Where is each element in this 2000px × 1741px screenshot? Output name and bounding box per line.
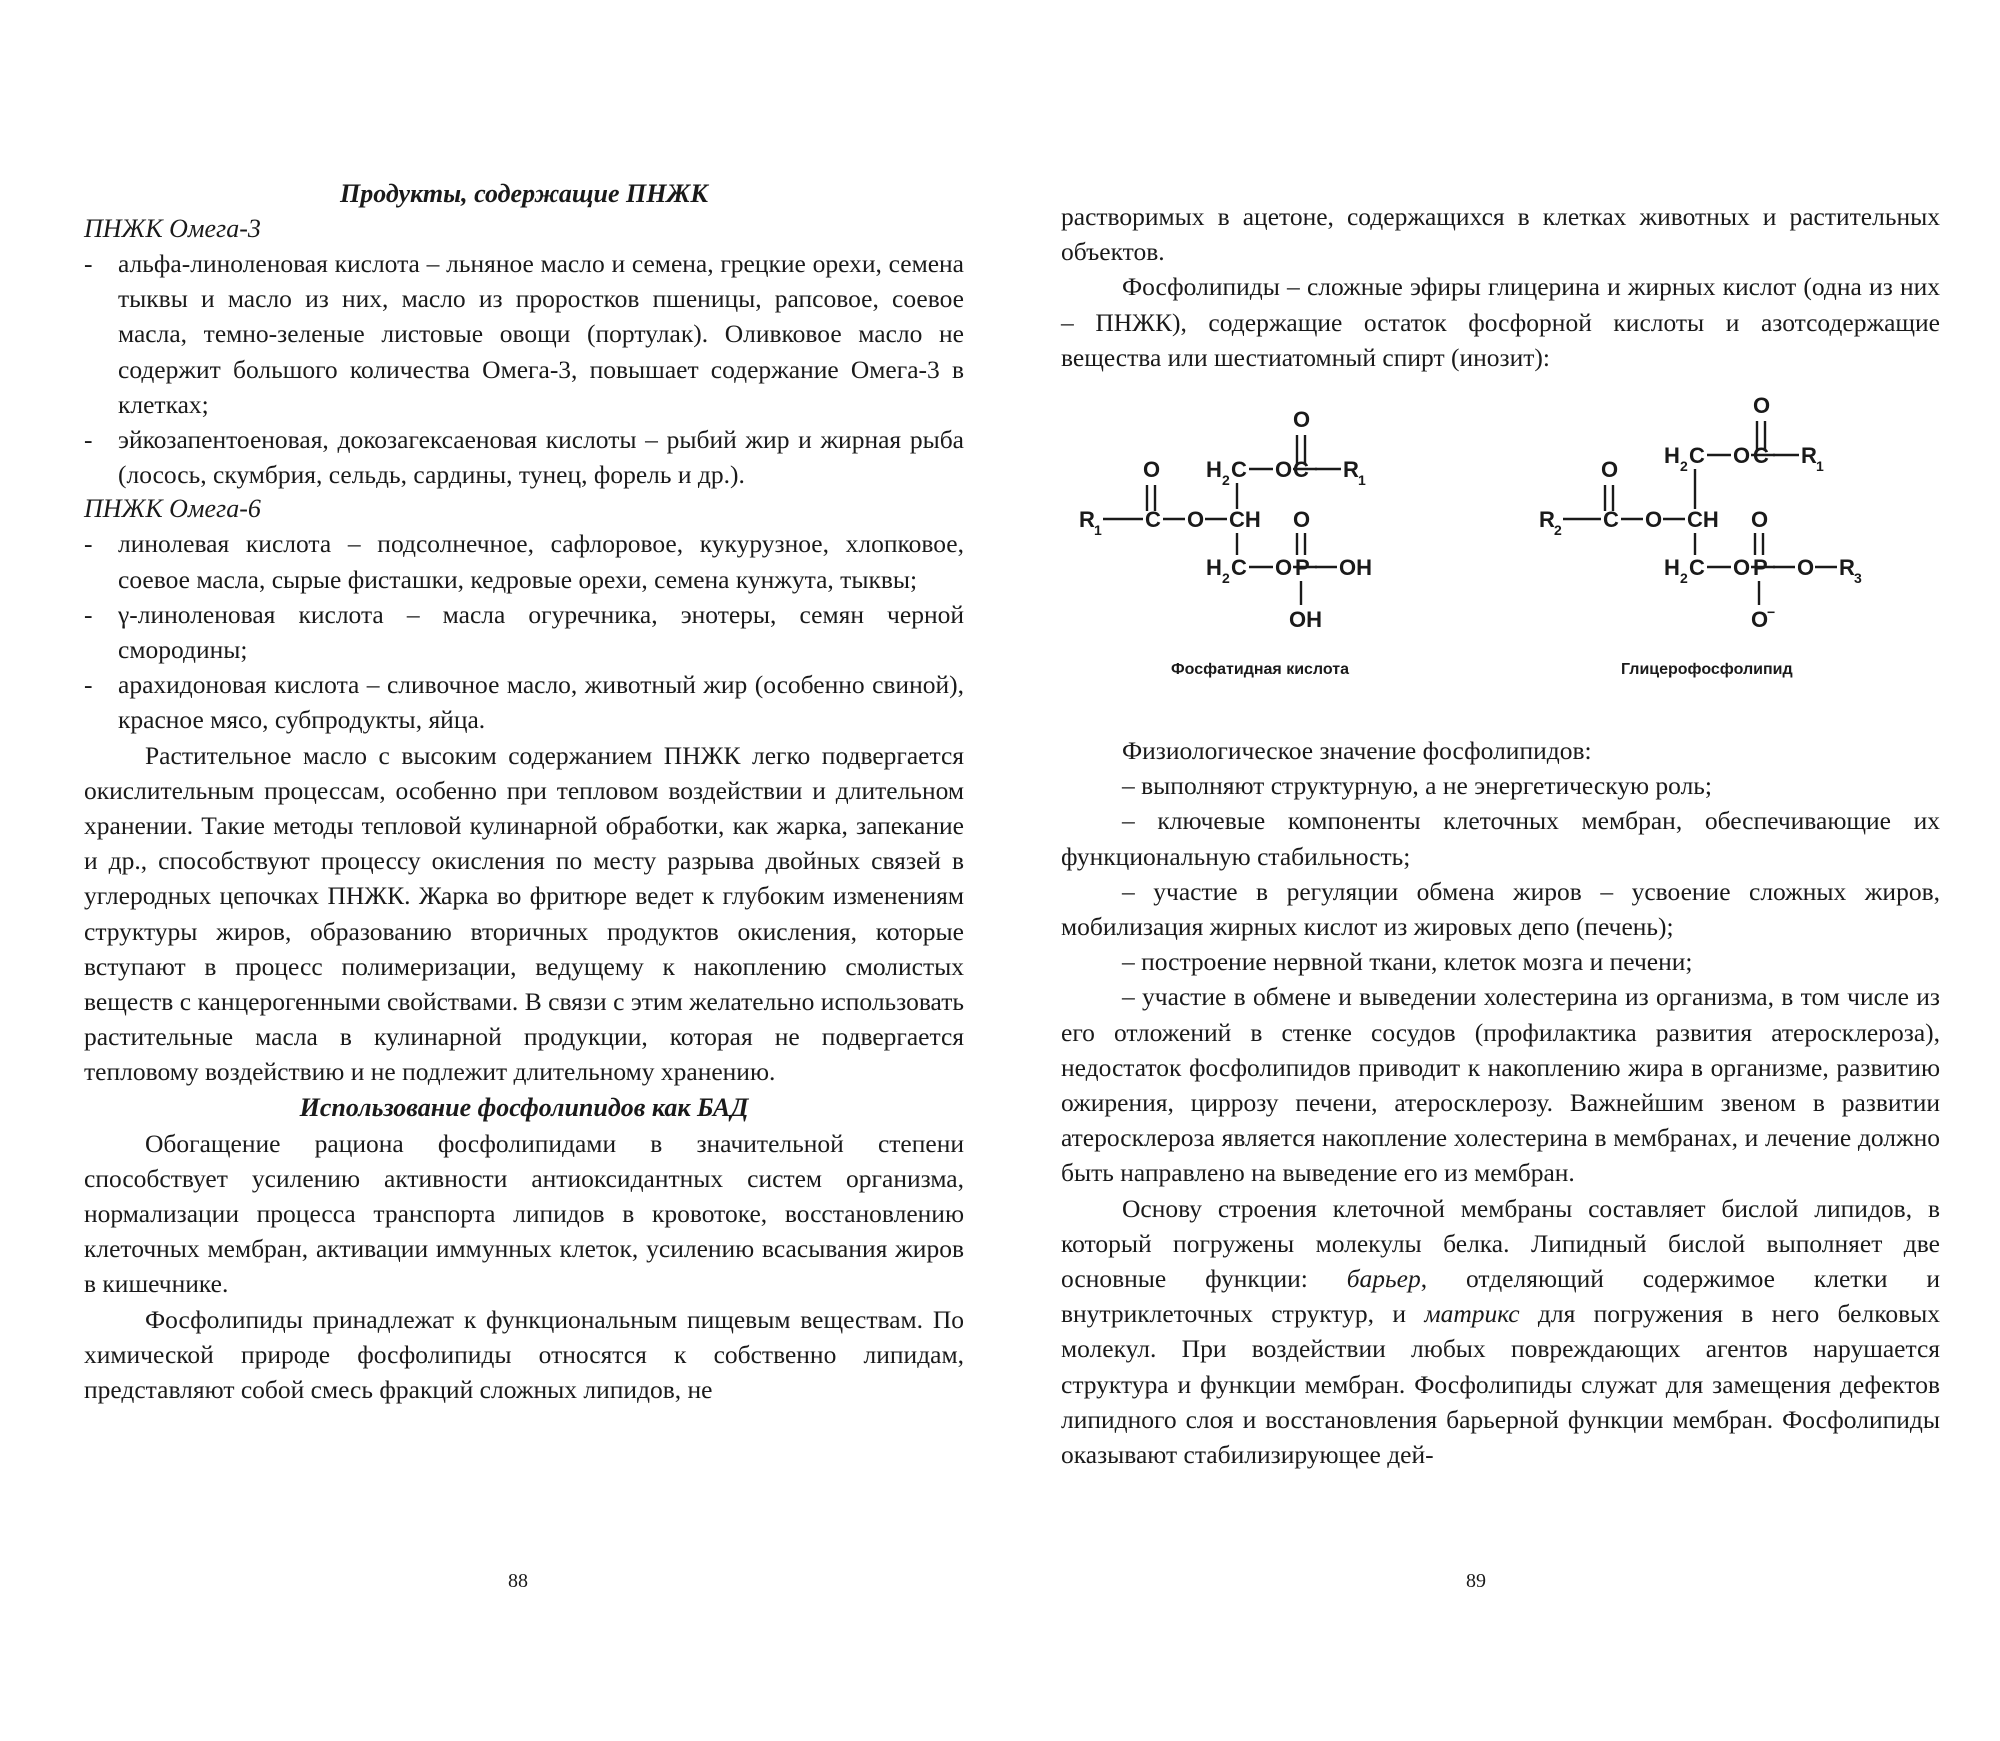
list-item: - арахидоновая кислота – сливочное масло, животный жир (особенно свиной), красное мясо, субпродукты, яйца. bbox=[84, 667, 964, 737]
svg-text:C: C bbox=[1145, 507, 1161, 533]
page-number: 88 bbox=[508, 1570, 528, 1592]
list-item: – ключевые компоненты клеточных мембран, обеспечивающие их функциональную стабильность; bbox=[1061, 806, 1940, 871]
svg-text:C: C bbox=[1231, 457, 1247, 483]
paragraph-membrane: Основу строения клеточной мембраны составляет бислой липидов, в который погружены молекулы белка. Липидный бислой выполняет две основные функции: барьер, отделяющий содержимое клетки и внутриклеточных структур, и матрикс для погружения в него белковых молекул. При воздействии любых повреждающих агентов нарушается структура и функции мембран. Фосфолипиды служат для замещения дефектов липидного слоя и восстановления барьерной функции мембран. Фосфолипиды оказывают стабилизирующее дей- bbox=[1061, 1193, 1940, 1470]
svg-text:2: 2 bbox=[1222, 472, 1230, 489]
list-title: Физиологическое значение фосфолипидов: bbox=[1122, 736, 1592, 766]
left-column bbox=[84, 176, 964, 1407]
paragraph-definition: Фосфолипиды – сложные эфиры глицерина и жирных кислот (одна из них – ПНЖК), содержащие остаток фосфорной кислоты и азотсодержащие вещества или шестиатомный спирт (инозит): bbox=[1061, 272, 1940, 372]
svg-text:O: O bbox=[1187, 507, 1205, 533]
svg-text:O: O bbox=[1797, 555, 1815, 581]
svg-text:O: O bbox=[1753, 393, 1771, 419]
svg-text:2: 2 bbox=[1680, 570, 1688, 587]
svg-text:O: O bbox=[1275, 555, 1293, 581]
list-item: - γ-линоленовая кислота – масла огуречника, энотеры, семян черной смородины; bbox=[84, 597, 964, 667]
section-heading: Продукты, содержащие ПНЖК bbox=[340, 179, 708, 208]
svg-text:R: R bbox=[1079, 507, 1095, 533]
term-barrier: барьер bbox=[1346, 1264, 1421, 1294]
svg-text:O: O bbox=[1733, 555, 1751, 581]
svg-text:2: 2 bbox=[1554, 522, 1562, 539]
paragraph-oxidation: Растительное масло с высоким содержанием ПНЖК легко подвергается окислительным процессам, особенно при тепловом воздействии и длительном хранении. Такие методы тепловой кулинарной обработки, как жарка, запекание и др., способствуют процессу окисления по месту разрыва двойных связей в углеродных цепочках ПНЖК. Жарка во фритюре ведет к глубоким изменениям структуры жиров, образованию вторичных продуктов окисления, которые вступают в процесс полимеризации, ведущему к накоплению смолистых веществ с канцерогенными свойствами. В связи с этим желательно использовать растительные масла в кулинарной продукции, которая не подвергается тепловому воздействию и не подлежит длительному хранению. bbox=[84, 740, 964, 1087]
svg-text:C: C bbox=[1689, 443, 1705, 469]
chemical-structures-diagram bbox=[1061, 385, 1940, 685]
svg-text:−: − bbox=[1767, 604, 1776, 621]
svg-text:C: C bbox=[1293, 457, 1309, 483]
paragraph-phospholipids: Фосфолипиды принадлежат к функциональным пищевым веществам. По химической природе фосфолипиды относятся к собственно липидам, представляют собой смесь фракций сложных липидов, не bbox=[84, 1304, 964, 1405]
svg-text:R: R bbox=[1801, 443, 1817, 469]
list-item: - линолевая кислота – подсолнечное, сафлоровое, кукурузное, хлопковое, соевое масла, сырые фисташки, кедровые орехи, семена кунжута, тыквы; bbox=[84, 526, 964, 596]
glycerophospholipid-structure bbox=[1539, 393, 1862, 632]
omega6-item-2: γ-линоленовая кислота – масла огуречника, энотеры, семян черной смородины; bbox=[118, 599, 964, 665]
svg-text:C: C bbox=[1689, 555, 1705, 581]
svg-text:P: P bbox=[1753, 555, 1768, 581]
svg-text:R: R bbox=[1343, 457, 1359, 483]
svg-text:R: R bbox=[1839, 555, 1855, 581]
svg-text:2: 2 bbox=[1222, 570, 1230, 587]
svg-text:O: O bbox=[1733, 443, 1751, 469]
svg-text:C: C bbox=[1753, 443, 1769, 469]
svg-text:H: H bbox=[1664, 555, 1680, 581]
list-item: – выполняют структурную, а не энергетическую роль; bbox=[1122, 771, 1713, 801]
svg-text:O: O bbox=[1143, 457, 1161, 483]
chemical-structures-figure bbox=[1061, 385, 1940, 715]
svg-text:O: O bbox=[1293, 507, 1311, 533]
term-matrix: матрикс bbox=[1424, 1299, 1520, 1329]
svg-text:OH: OH bbox=[1289, 607, 1322, 633]
paragraph-enrichment: Обогащение рациона фосфолипидами в значительной степени способствует усилению активности антиоксидантных систем организма, нормализации процесса транспорта липидов в кровотоке, восстановлению клеточных мембран, активации иммунных клеток, усилению всасывания жиров в кишечнике. bbox=[84, 1128, 964, 1299]
svg-text:3: 3 bbox=[1854, 570, 1862, 587]
right-column bbox=[1061, 199, 1940, 1472]
phosphatidic-acid-structure bbox=[1079, 407, 1372, 632]
svg-text:O: O bbox=[1275, 457, 1293, 483]
omega6-title: ПНЖК Омега-6 bbox=[84, 494, 261, 524]
omega6-item-3: арахидоновая кислота – сливочное масло, животный жир (особенно свиной), красное мясо, субпродукты, яйца. bbox=[118, 670, 964, 735]
svg-text:O: O bbox=[1645, 507, 1663, 533]
svg-text:O: O bbox=[1751, 507, 1769, 533]
paragraph-continuation: растворимых в ацетоне, содержащихся в клетках животных и растительных объектов. bbox=[1061, 202, 1940, 267]
list-item: - альфа-линоленовая кислота – льняное масло и семена, грецкие орехи, семена тыквы и масло из них, масло из проростков пшеницы, рапсовое, соевое масла, темно-зеленые листовые овощи (портулак). Оливковое масло не содержит большого количества Омега-3, повышает содержание Омега-3 в клетках; bbox=[84, 246, 964, 422]
svg-text:C: C bbox=[1231, 555, 1247, 581]
caption-phosphatidic-acid: Фосфатидная кислота bbox=[1171, 661, 1349, 679]
list-item: - эйкозапентоеновая, докозагексаеновая кислоты – рыбий жир и жирная рыба (лосось, скумбрия, сельдь, сардины, тунец, форель и др.). bbox=[84, 422, 964, 492]
section-heading-bad: Использование фосфолипидов как БАД bbox=[299, 1092, 749, 1122]
svg-text:CH: CH bbox=[1687, 507, 1719, 533]
svg-text:H: H bbox=[1206, 457, 1222, 483]
svg-text:C: C bbox=[1603, 507, 1619, 533]
svg-text:1: 1 bbox=[1816, 458, 1824, 475]
right-page bbox=[1000, 0, 2000, 1741]
svg-text:R: R bbox=[1539, 507, 1555, 533]
svg-text:O: O bbox=[1293, 407, 1311, 433]
omega3-item-2: эйкозапентоеновая, докозагексаеновая кислоты – рыбий жир и жирная рыба (лосось, скумбрия, сельдь, сардины, тунец, форель и др.). bbox=[118, 425, 964, 490]
list-item: – участие в регуляции обмена жиров – усвоение сложных жиров, мобилизация жирных кислот из жировых депо (печень); bbox=[1061, 876, 1940, 942]
svg-text:P: P bbox=[1295, 555, 1310, 581]
svg-text:CH: CH bbox=[1229, 507, 1261, 533]
svg-text:OH: OH bbox=[1339, 555, 1372, 581]
omega6-item-1: линолевая кислота – подсолнечное, сафлоровое, кукурузное, хлопковое, соевое масла, сырые фисташки, кедровые орехи, семена кунжута, тыквы; bbox=[118, 529, 964, 594]
caption-glycerophospholipid: Глицерофосфолипид bbox=[1621, 661, 1793, 679]
svg-text:H: H bbox=[1664, 443, 1680, 469]
page-number: 89 bbox=[1466, 1570, 1486, 1592]
list-item: – построение нервной ткани, клеток мозга и печени; bbox=[1122, 947, 1693, 977]
svg-text:2: 2 bbox=[1680, 458, 1688, 475]
svg-text:H: H bbox=[1206, 555, 1222, 581]
omega3-title: ПНЖК Омега-3 bbox=[84, 214, 261, 243]
svg-text:1: 1 bbox=[1094, 522, 1102, 539]
omega3-item-1: альфа-линоленовая кислота – льняное масло и семена, грецкие орехи, семена тыквы и масло из них, масло из проростков пшеницы, рапсовое, соевое масла, темно-зеленые листовые овощи (портулак). Оливковое масло не содержит большого количества Омега-3, повышает содержание Омега-3 в клетках; bbox=[118, 249, 964, 419]
list-item: – участие в обмене и выведении холестерина из организма, в том числе из его отложений в стенке сосудов (профилактика развития атеросклероза), недостаток фосфолипидов приводит к накоплению жира в организме, развитию ожирения, циррозу печени, атеросклерозу. Важнейшим звеном в развитии атеросклероза является накопление холестерина в мембранах, и лечение должно быть направлено на выведение его из мембран. bbox=[1061, 982, 1940, 1188]
svg-text:1: 1 bbox=[1358, 472, 1366, 489]
svg-text:O: O bbox=[1751, 607, 1769, 633]
svg-text:O: O bbox=[1601, 457, 1619, 483]
